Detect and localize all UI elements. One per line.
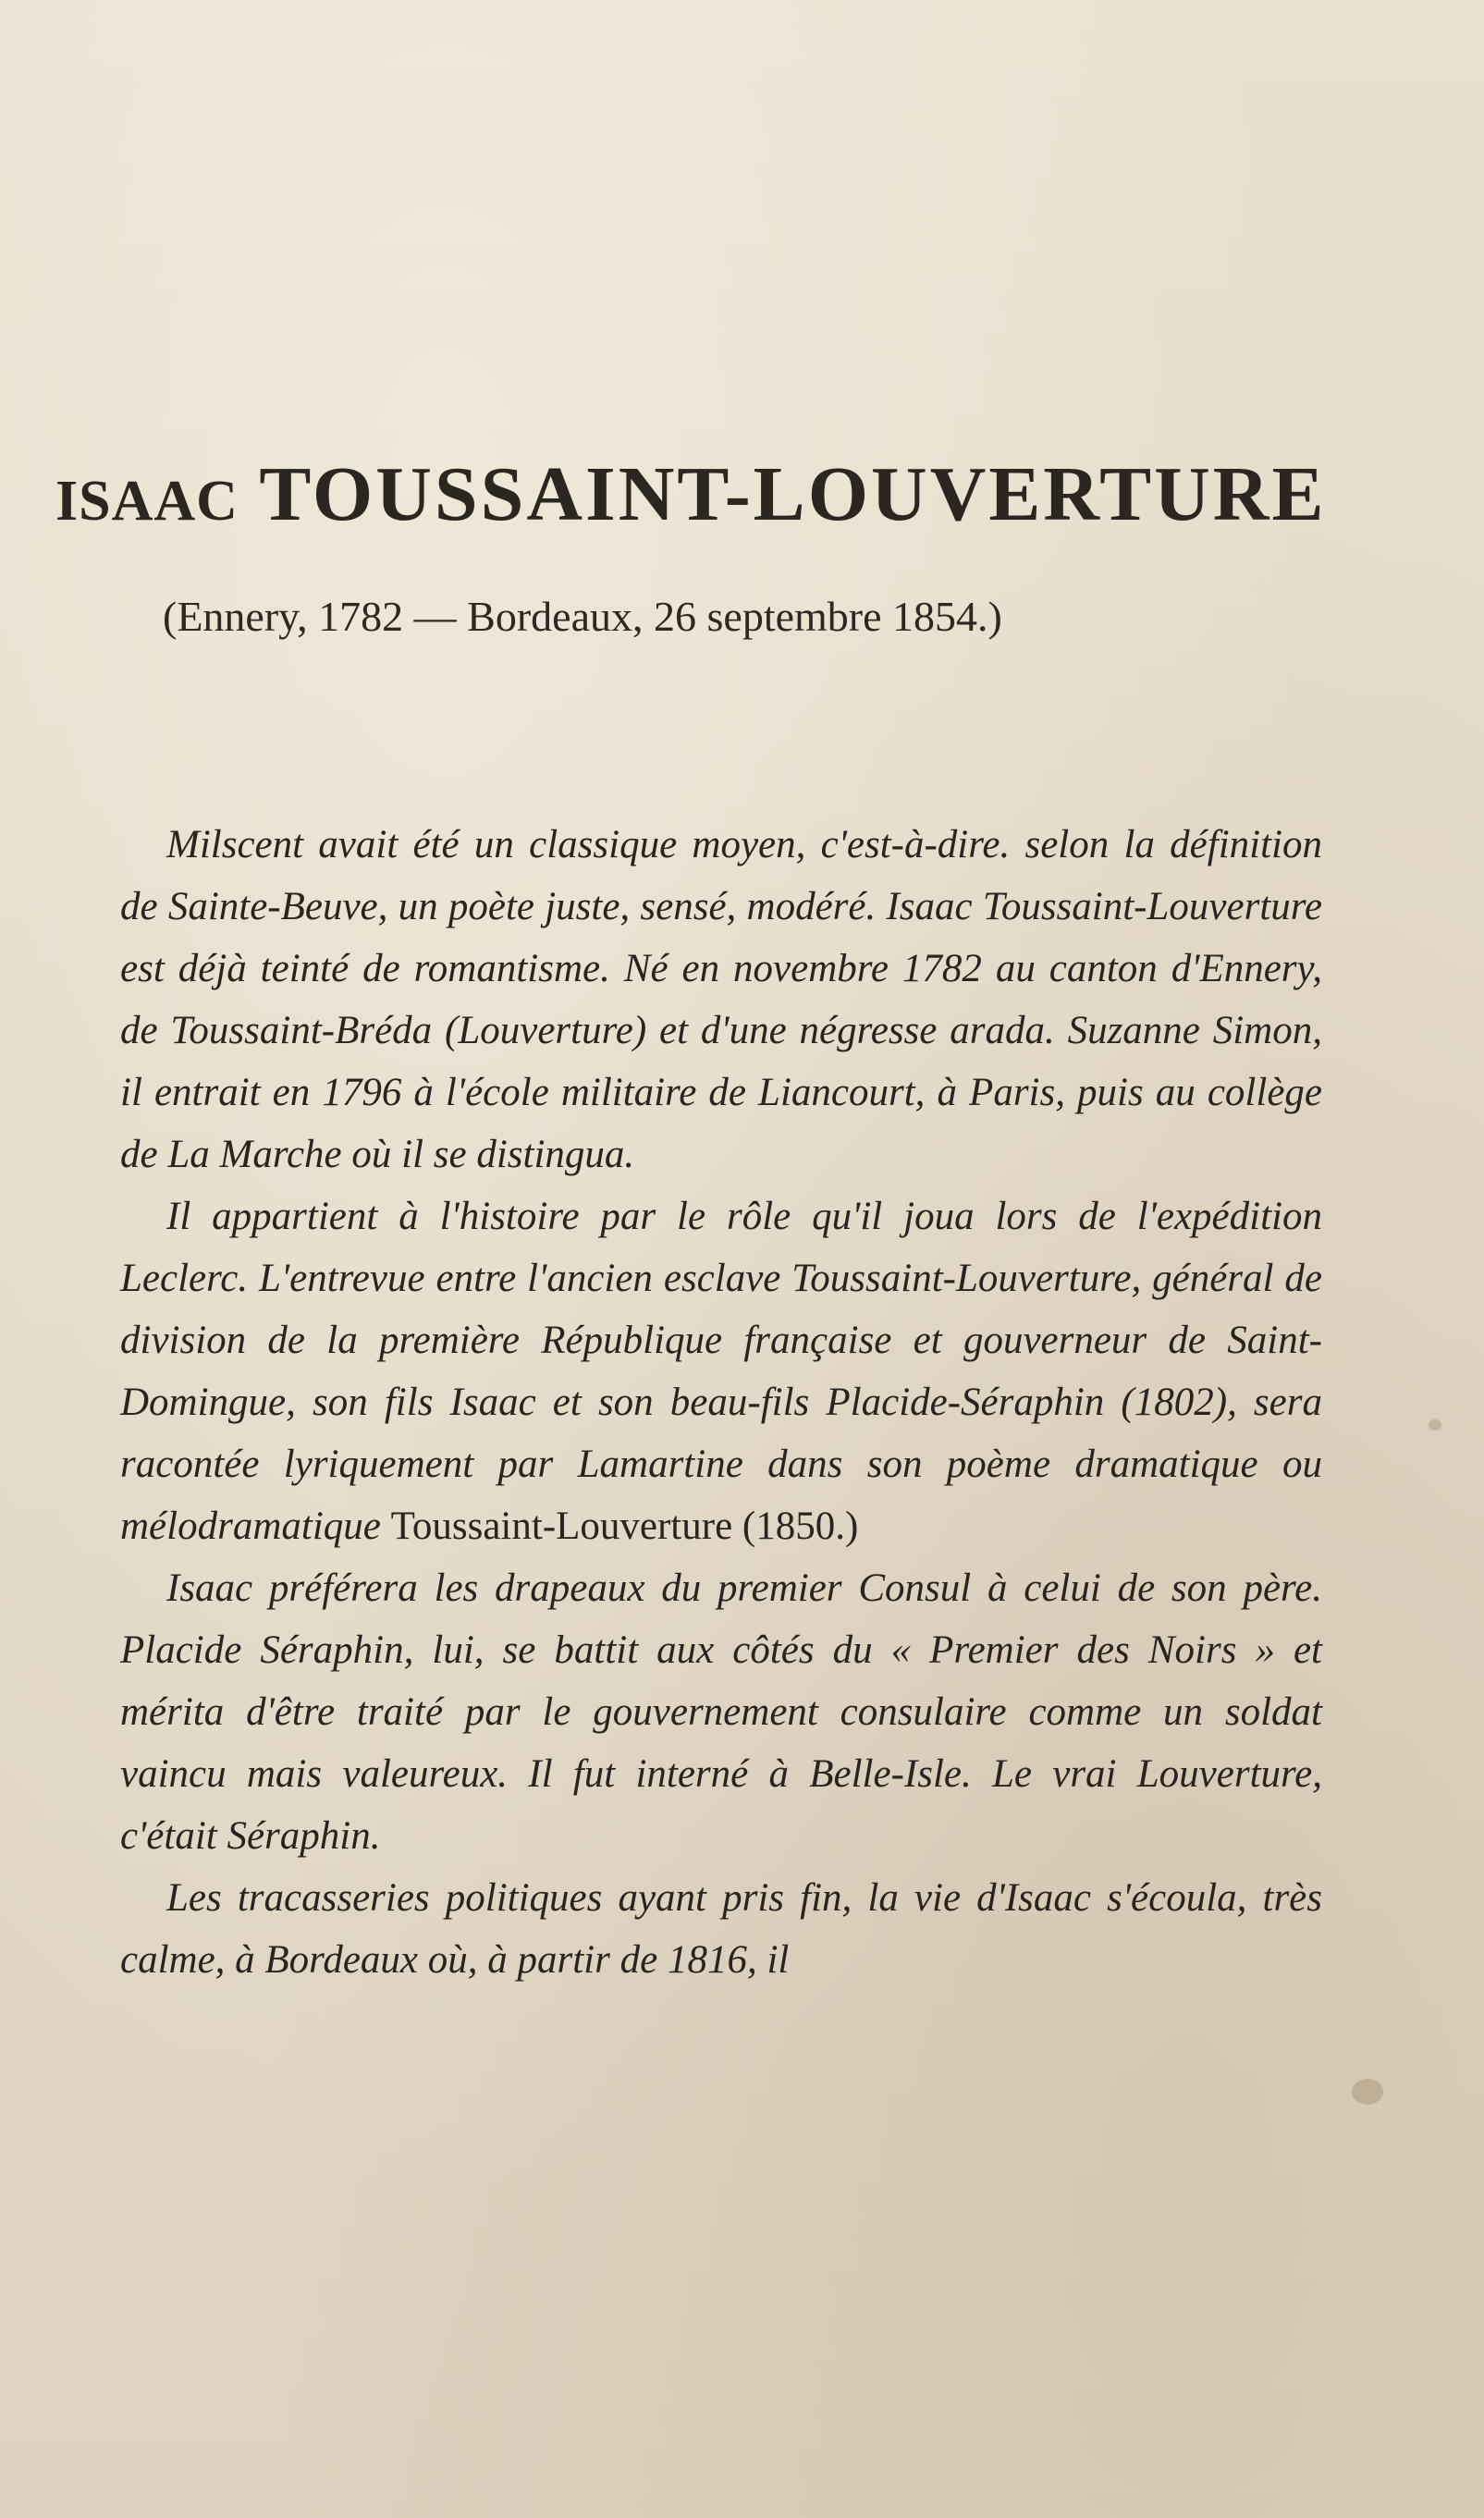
- paper-stain: [1352, 2079, 1383, 2105]
- paragraph-text: Il appartient à l'histoire par le rôle qu'il joua lors de l'expédition Leclerc. L'entrevue entre l'ancien esclave Toussaint-Louverture, général de division de la première République française et gouverneur de Saint-Domingue, son fils Isaac et son beau-fils Placide-Séraphin (1802), sera racontée lyriquement par Lamartine dans son poème dramatique ou mélodramatique: [120, 1195, 1322, 1548]
- title-first-name: ISAAC: [55, 470, 239, 533]
- paragraph: Isaac préférera les drapeaux du premier Consul à celui de son père. Placide Séraphin, lui, se battit aux côtés du « Premier des Noirs » et mérita d'être traité par le gouvernement consulaire comme un soldat vaincu mais valeureux. Il fut interné à Belle-Isle. Le vrai Louverture, c'était Séraphin.: [120, 1566, 1322, 1858]
- paragraph: Les tracasseries politiques ayant pris fin, la vie d'Isaac s'écoula, très calme, à Bordeaux où, à partir de 1816, il: [120, 1876, 1322, 1982]
- paragraph: Milscent avait été un classique moyen, c'est-à-dire. selon la définition de Sainte-Beuve, un poète juste, sensé, modéré. Isaac Toussaint-Louverture est déjà teinté de romantisme. Né en novembre 1782 au canton d'Ennery, de Toussaint-Bréda (Louverture) et d'une négresse arada. Suzanne Simon, il entrait en 1796 à l'école militaire de Liancourt, à Paris, puis au collège de La Marche où il se distingua.: [120, 823, 1322, 1176]
- subtitle-dates: (Ennery, 1782 — Bordeaux, 26 septembre 1854.): [163, 593, 1002, 640]
- page-title: [55, 449, 1433, 539]
- paper-stain: [1429, 1419, 1441, 1431]
- paragraph: [120, 1185, 1322, 1557]
- body-text: [120, 814, 1322, 1991]
- work-title: Toussaint-Louverture (1850.): [390, 1505, 859, 1548]
- title-last-name: TOUSSAINT-LOUVERTURE: [259, 451, 1327, 537]
